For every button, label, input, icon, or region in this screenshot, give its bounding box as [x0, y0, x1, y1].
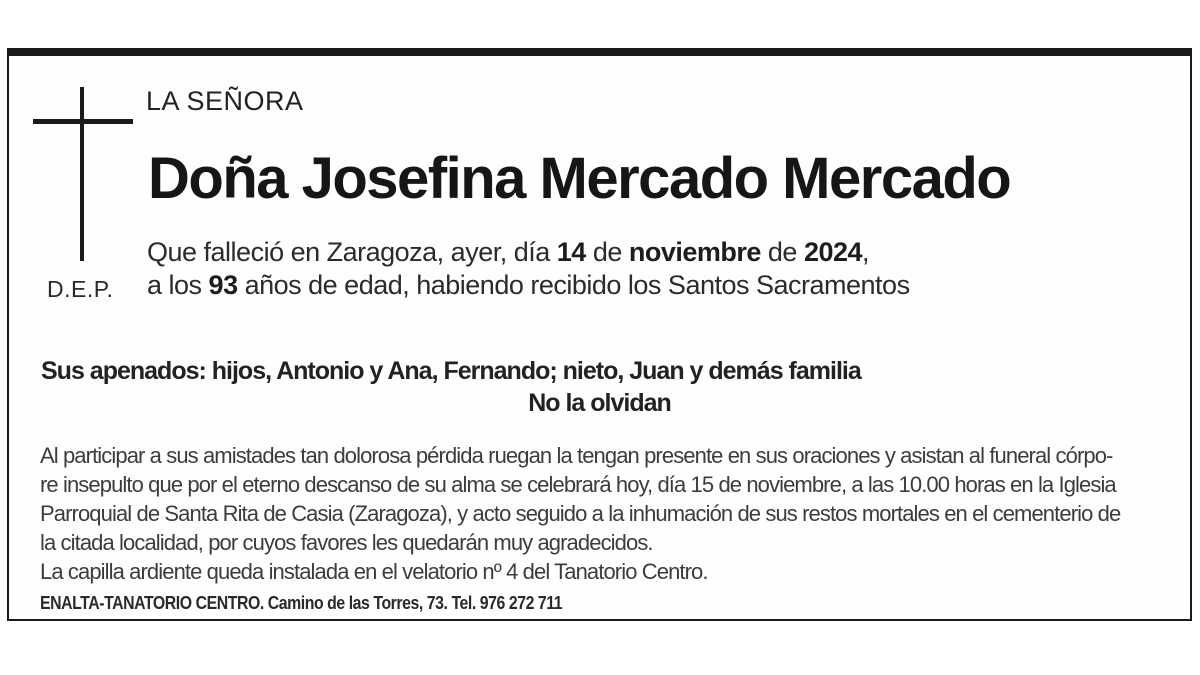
death-year: 2024 — [803, 237, 863, 267]
deceased-name-headline: Doña Josefina Mercado Mercado — [148, 146, 1011, 211]
family-notice — [9, 355, 1190, 419]
funeral-home-info: ENALTA-TANATORIO CENTRO. Camino de las Torres, 73. Tel. 976 272 711 — [40, 593, 563, 613]
death-notice-text: , — [862, 237, 870, 267]
death-month: noviembre — [628, 237, 761, 267]
obituary-box — [7, 48, 1192, 621]
honorific-label: LA SEÑORA — [146, 86, 304, 116]
funeral-details-paragraph — [40, 441, 1170, 586]
death-notice-text: años de edad, habiendo recibido los Santos Sacramentos — [237, 270, 910, 300]
cross-icon — [80, 87, 84, 261]
cross-icon-arm — [33, 119, 133, 124]
death-notice-text: de — [760, 237, 804, 267]
family-members-line: Sus apenados: hijos, Antonio y Ana, Fernando; nieto, Juan y demás familia — [41, 357, 861, 385]
death-day: 14 — [556, 237, 586, 267]
death-notice-line-2 — [147, 269, 910, 302]
paragraph-line: re insepulto que por el eterno descanso de su alma se celebrará hoy, día 15 de noviembre, a las 10.00 horas en la Iglesia — [40, 472, 1116, 497]
paragraph-line: La capilla ardiente queda instalada en el velatorio nº 4 del Tanatorio Centro. — [40, 559, 708, 584]
death-notice-text: a los — [147, 270, 209, 300]
paragraph-line: Al participar a sus amistades tan dolorosa pérdida ruegan la tengan presente en sus oraciones y asistan al funeral córpo- — [40, 443, 1113, 468]
death-notice-line-1 — [147, 236, 910, 269]
paragraph-line: la citada localidad, por cuyos favores les quedarán muy agradecidos. — [40, 530, 653, 555]
death-notice-text: Que falleció en Zaragoza, ayer, día — [147, 237, 557, 267]
paragraph-line: Parroquial de Santa Rita de Casia (Zaragoza), y acto seguido a la inhumación de sus restos mortales en el cementerio de — [40, 501, 1121, 526]
death-age: 93 — [208, 270, 238, 300]
death-notice-text: de — [585, 237, 629, 267]
dep-label: D.E.P. — [47, 276, 114, 302]
death-notice — [147, 236, 910, 302]
remembrance-line: No la olvidan — [528, 389, 671, 417]
